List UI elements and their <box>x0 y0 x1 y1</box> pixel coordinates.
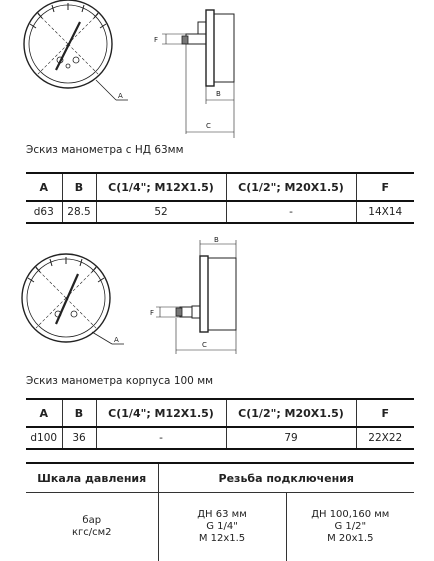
label-f-2: F <box>150 309 154 317</box>
header-b: B <box>62 399 96 427</box>
thread-small-g: G 1/4" <box>159 521 286 533</box>
cell-f: 14X14 <box>356 201 414 223</box>
gauge-side-view-100 <box>156 240 236 354</box>
cell-c-half: 79 <box>226 427 356 449</box>
header-c-half: C(1/2"; M20X1.5) <box>226 173 356 201</box>
cell-c-quarter: 52 <box>96 201 226 223</box>
header-c-quarter: C(1/4"; M12X1.5) <box>96 399 226 427</box>
cell-c-half: - <box>226 201 356 223</box>
label-b-1: B <box>216 90 221 98</box>
cell-a: d100 <box>26 427 62 449</box>
gauge-front-view-100 <box>22 254 124 344</box>
cell-b: 36 <box>62 427 96 449</box>
pressure-units-cell <box>26 493 158 561</box>
header-f: F <box>356 399 414 427</box>
label-a-1: A <box>118 92 123 100</box>
thread-small-cell <box>158 493 286 561</box>
spec-table-100 <box>26 398 414 450</box>
thread-large-g: G 1/2" <box>287 521 415 533</box>
thread-table <box>26 462 414 561</box>
label-a-2: A <box>114 336 119 344</box>
thread-large-dn: ДН 100,160 мм <box>287 509 415 521</box>
table-row <box>26 427 414 449</box>
unit-bar: бар <box>26 515 158 527</box>
thread-large-m: M 20x1.5 <box>287 533 415 545</box>
thread-small-m: M 12x1.5 <box>159 533 286 545</box>
thread-small-dn: ДН 63 мм <box>159 509 286 521</box>
header-pressure-scale: Шкала давления <box>26 463 158 493</box>
gauge-sketch-100 <box>0 236 434 366</box>
header-f: F <box>356 173 414 201</box>
unit-kgf: кгс/см2 <box>26 527 158 539</box>
gauge-side-view <box>162 10 234 138</box>
caption-gauge-100: Эскиз манометра корпуса 100 мм <box>26 375 213 387</box>
label-b-2: B <box>214 236 219 244</box>
header-a: A <box>26 399 62 427</box>
spec-table-63 <box>26 172 414 224</box>
header-connection-thread: Резьба подключения <box>158 463 414 493</box>
cell-b: 28.5 <box>62 201 96 223</box>
label-c-1: C <box>206 122 211 130</box>
table-row <box>26 201 414 223</box>
gauge-front-view <box>24 0 128 100</box>
thread-large-cell <box>286 493 414 561</box>
label-c-2: C <box>202 341 207 349</box>
cell-f: 22X22 <box>356 427 414 449</box>
cell-c-quarter: - <box>96 427 226 449</box>
cell-a: d63 <box>26 201 62 223</box>
caption-gauge-63: Эскиз манометра с НД 63мм <box>26 144 184 156</box>
gauge-sketch-63 <box>0 0 434 140</box>
header-c-quarter: C(1/4"; M12X1.5) <box>96 173 226 201</box>
header-a: A <box>26 173 62 201</box>
label-f-1: F <box>154 36 158 44</box>
header-b: B <box>62 173 96 201</box>
header-c-half: C(1/2"; M20X1.5) <box>226 399 356 427</box>
